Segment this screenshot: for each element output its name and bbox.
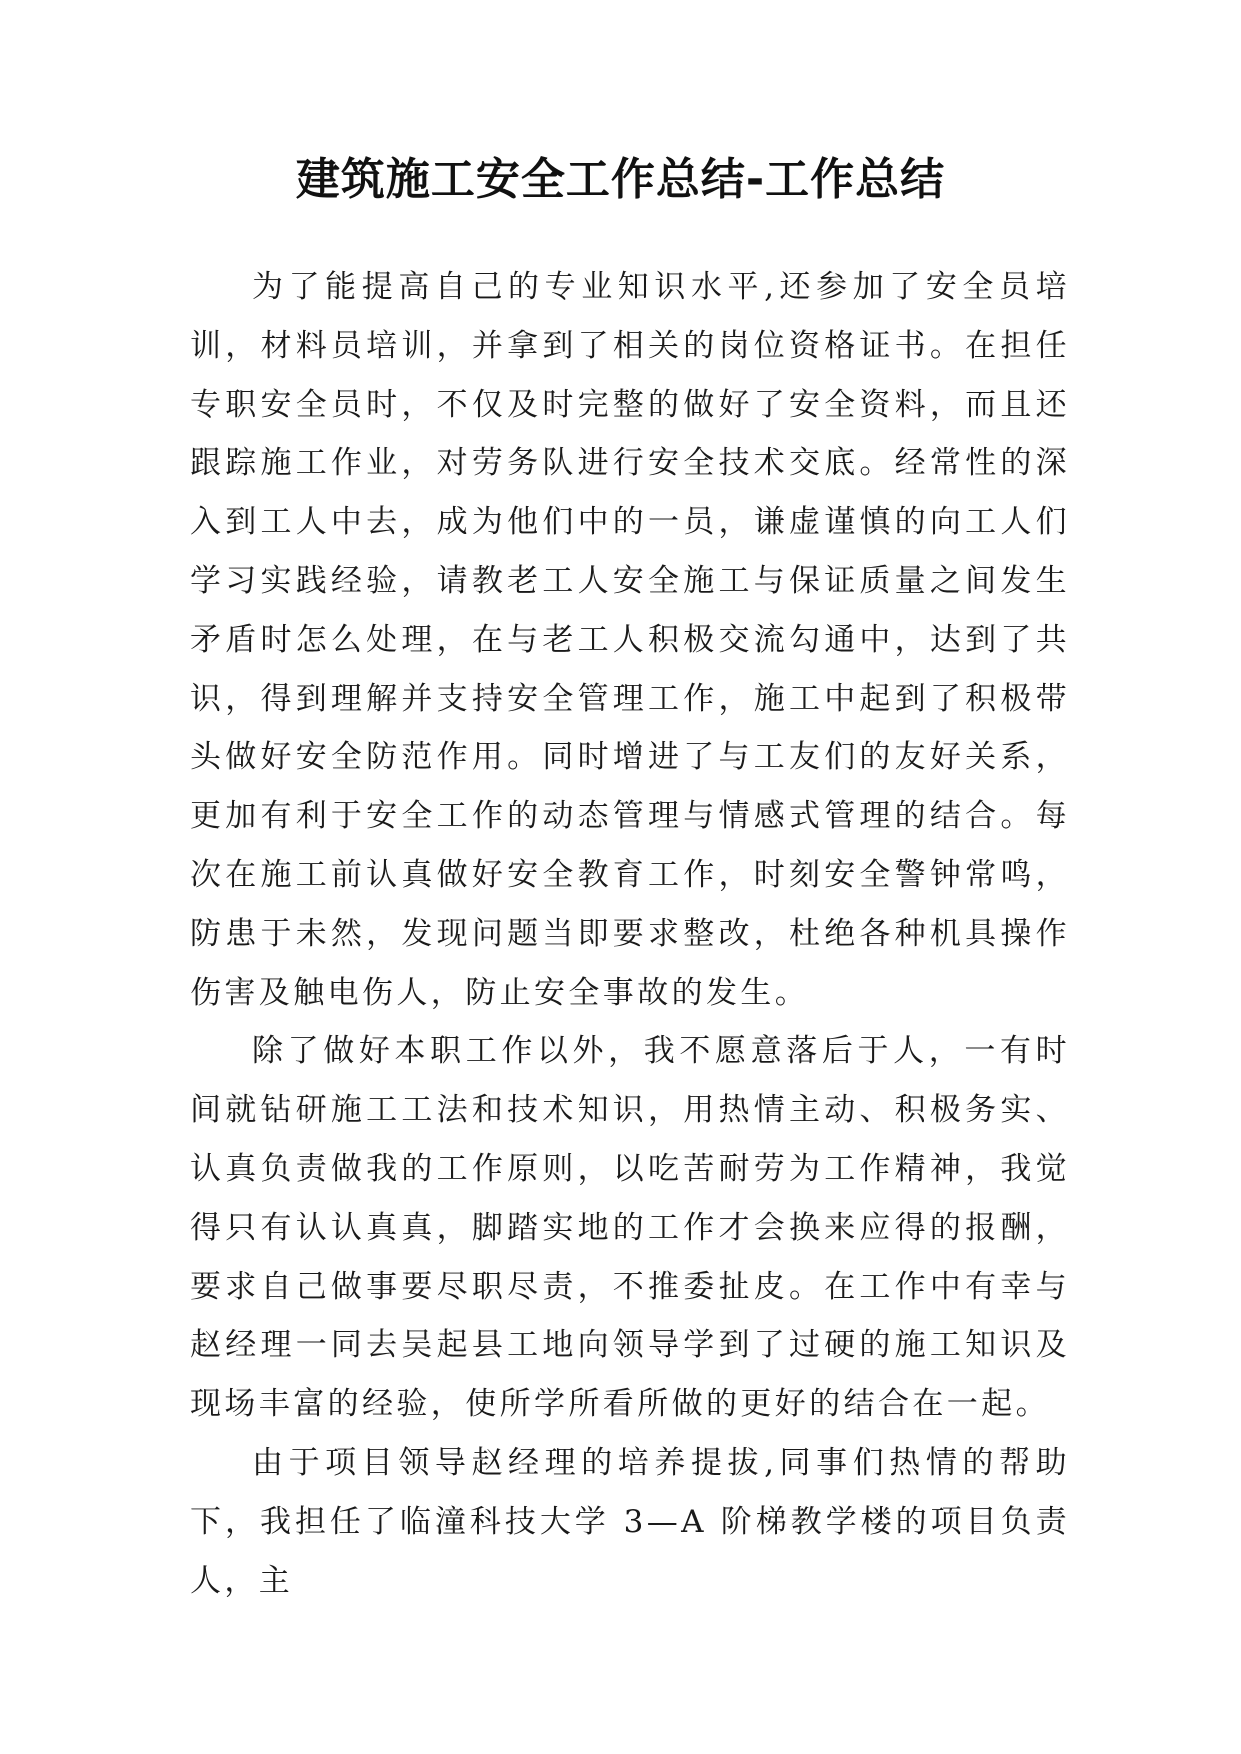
body-paragraph-2: 除了做好本职工作以外，我不愿意落后于人，一有时间就钻研施工工法和技术知识，用热情主动、积极务实、认真负责做我的工作原则，以吃苦耐劳为工作精神，我觉得只有认认真真，脚踏实地的工作才会换来应得的报酬，要求自己做事要尽职尽责，不推委扯皮。在工作中有幸与赵经理一同去吴起县工地向领导学到了过硬的施工知识及现场丰富的经验，使所学所看所做的更好的结合在一起。 <box>190 1033 1070 1423</box>
document-title: 建筑施工安全工作总结-工作总结 <box>295 154 946 205</box>
document-body <box>190 258 1070 1610</box>
body-paragraph-3: 由于项目领导赵经理的培养提拔,同事们热情的帮助下，我担任了临潼科技大学 3—A 阶梯教学楼的项目负责人，主 <box>190 1444 1070 1599</box>
body-paragraph-1: 为了能提高自己的专业知识水平,还参加了安全员培训，材料员培训，并拿到了相关的岗位资格证书。在担任专职安全员时，不仅及时完整的做好了安全资料，而且还跟踪施工作业，对劳务队进行安全技术交底。经常性的深入到工人中去，成为他们中的一员，谦虚谨慎的向工人们学习实践经验，请教老工人安全施工与保证质量之间发生矛盾时怎么处理，在与老工人积极交流勾通中，达到了共识，得到理解并支持安全管理工作，施工中起到了积极带头做好安全防范作用。同时增进了与工友们的友好关系，更加有利于安全工作的动态管理与情感式管理的结合。每次在施工前认真做好安全教育工作，时刻安全警钟常鸣，防患于未然，发现问题当即要求整改，杜绝各种机具操作伤害及触电伤人，防止安全事故的发生。 <box>190 269 1070 1011</box>
